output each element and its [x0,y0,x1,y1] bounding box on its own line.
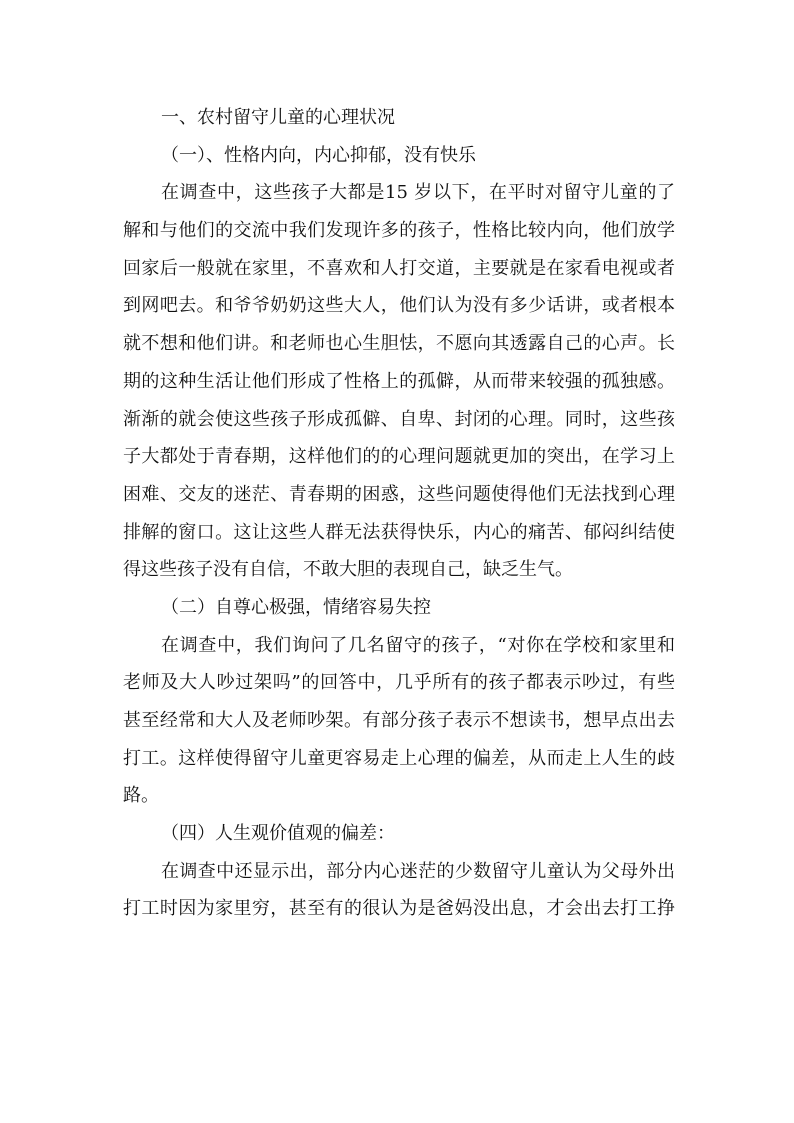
section-1-line: 困难、交友的迷茫、青春期的困惑，这些问题使得他们无法找到心理 [123,483,675,505]
heading-1: 一、农村留守儿童的心理状况 [161,107,395,128]
section-2-heading: （二）自尊心极强，情绪容易失控 [161,596,431,618]
section-2-line: 在调查中，我们询问了几名留守的孩子，“对你在学校和家里和 [161,634,675,656]
section-1-line: 期的这种生活让他们形成了性格上的孤僻，从而带来较强的孤独感。 [123,370,675,392]
section-1-line: 子大都处于青春期，这样他们的的心理问题就更加的突出，在学习上 [123,446,675,468]
section-4-line: 打工时因为家里穷，甚至有的很认为是爸妈没出息，才会出去打工挣 [123,898,675,920]
section-4-line: 在调查中还显示出，部分内心迷茫的少数留守儿童认为父母外出 [161,860,675,882]
section-2-line: 路。 [123,785,159,807]
section-1-line: 在调查中，这些孩子大都是15 岁以下，在平时对留守儿童的了 [161,182,675,204]
section-1-line: 就不想和他们讲。和老师也心生胆怯，不愿向其透露自己的心声。长 [123,333,675,355]
section-1-line: 渐渐的就会使这些孩子形成孤僻、自卑、封闭的心理。同时，这些孩 [123,408,675,430]
section-1-heading: （一）、性格内向，内心抑郁，没有快乐 [161,144,476,166]
document-body [123,99,675,928]
section-1-line: 得这些孩子没有自信，不敢大胆的表现自己，缺乏生气。 [123,559,573,581]
section-1-line: 到网吧去。和爷爷奶奶这些大人，他们认为没有多少话讲，或者根本 [123,295,675,317]
section-1-line: 回家后一般就在家里，不喜欢和人打交道，主要就是在家看电视或者 [123,257,675,279]
section-4-heading: （四）人生观价值观的偏差： [161,823,395,845]
section-1-line: 排解的窗口。这让这些人群无法获得快乐，内心的痛苦、郁闷纠结使 [123,521,675,543]
section-2-line: 甚至经常和大人及老师吵架。有部分孩子表示不想读书，想早点出去 [123,710,675,731]
section-2-line: 打工。这样使得留守儿童更容易走上心理的偏差，从而走上人生的歧 [123,747,675,769]
section-2-line: 老师及大人吵过架吗”的回答中，几乎所有的孩子都表示吵过，有些 [123,672,675,694]
section-1-line: 解和与他们的交流中我们发现许多的孩子，性格比较内向，他们放学 [123,220,675,242]
